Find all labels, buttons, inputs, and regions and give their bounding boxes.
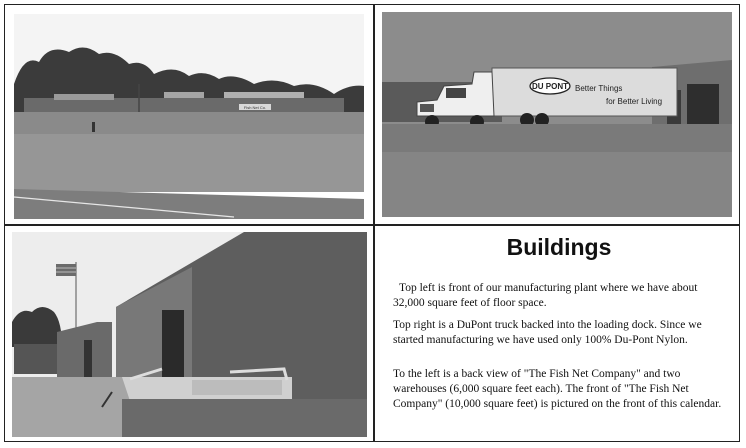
- horizontal-divider: [4, 224, 740, 226]
- paragraph-plant: Top left is front of our manufacturing plant where we have about 32,000 square feet of floor space.: [393, 282, 698, 309]
- vertical-divider: [373, 4, 375, 442]
- section-heading: Buildings: [506, 234, 612, 260]
- slogan-line-2: for Better Living: [606, 97, 663, 106]
- photo-dupont-truck: [382, 12, 732, 217]
- plant-sign: Fish Net Co.: [243, 105, 267, 110]
- dupont-logo: DU PONT: [532, 82, 568, 91]
- paragraph-truck: Top right is a DuPont truck backed into the loading dock. Since we started manufacturing we have used only 100% Du-Pont Nylon.: [393, 319, 702, 346]
- slogan-line-1: Better Things: [575, 84, 623, 93]
- buildings-text-panel: [380, 228, 738, 440]
- photo-warehouses: [12, 232, 367, 437]
- photo-plant-front: [14, 14, 364, 219]
- paragraph-warehouses: To the left is a back view of "The Fish Net Company" and two warehouses (6,000 square feet each). The front of "The Fish Net Company" (10,000 square feet) is pictured on the front of this calendar.: [393, 368, 722, 410]
